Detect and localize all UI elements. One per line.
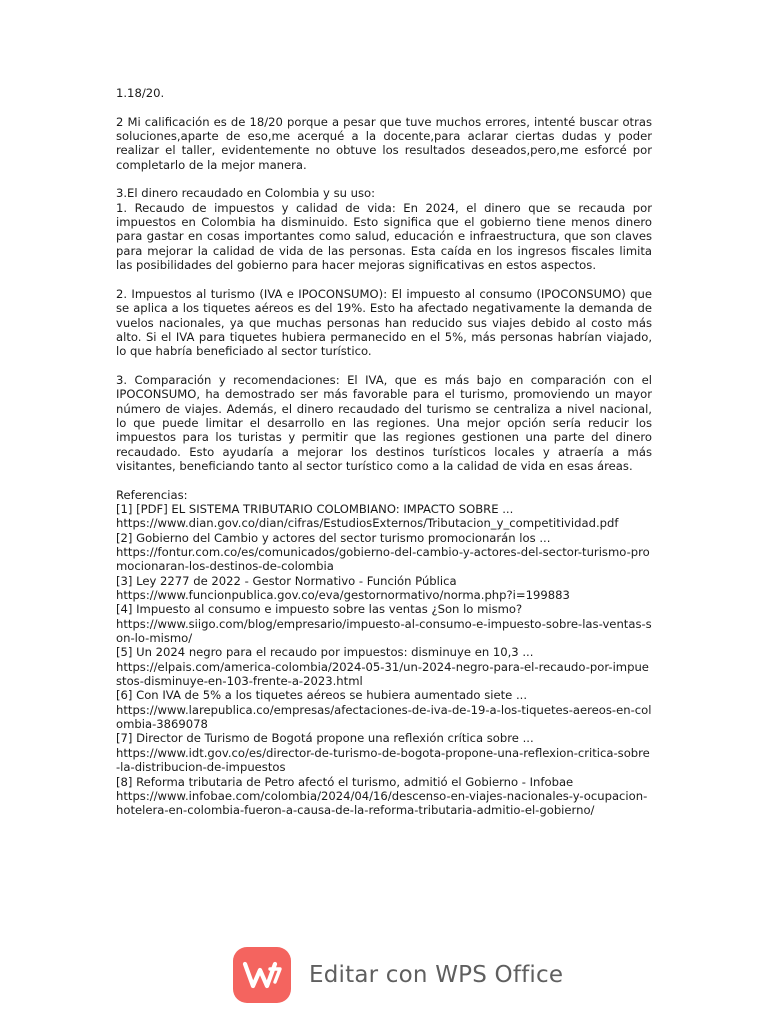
- reference-title: [1] [PDF] EL SISTEMA TRIBUTARIO COLOMBIANO: IMPACTO SOBRE ...: [116, 501, 514, 516]
- reference-item: [116, 602, 652, 645]
- item-1-text: 1.18/20.: [116, 86, 165, 100]
- references-heading: Referencias:: [116, 487, 188, 502]
- reference-url[interactable]: https://www.siigo.com/blog/empresario/impuesto-al-consumo-e-impuesto-sobre-las-ventas-son-lo-mismo/: [116, 616, 652, 646]
- reference-item: [116, 645, 652, 688]
- reference-url[interactable]: https://www.infobae.com/colombia/2024/04/16/descenso-en-viajes-nacionales-y-ocupacion-hotelera-en-colombia-fueron-a-causa-de-la-reforma-tributaria-admitio-el-gobierno/: [116, 788, 648, 818]
- item-3-point-1: 1. Recaudo de impuestos y calidad de vida: En 2024, el dinero que se recauda por impuestos en Colombia ha disminuido. Esto significa que el gobierno tiene menos dinero para gastar en cosas importantes como salud, educación e infraestructura, que son claves para mejorar la calidad de vida de las personas. Esta caída en los ingresos fiscales limita las posibilidades del gobierno para hacer mejoras significativas en estos aspectos.: [116, 200, 652, 273]
- edit-with-wps-label[interactable]: Editar con WPS Office: [309, 962, 564, 988]
- reference-item: [116, 531, 652, 574]
- reference-title: [7] Director de Turismo de Bogotá propone una reflexión crítica sobre ...: [116, 731, 534, 746]
- reference-item: [116, 502, 652, 531]
- reference-url[interactable]: https://www.idt.gov.co/es/director-de-turismo-de-bogota-propone-una-reflexion-critica-sobre-la-distribucion-de-impuestos: [116, 745, 650, 775]
- item-2-paragraph: 2 Mi calificación es de 18/20 porque a pesar que tuve muchos errores, intenté buscar otras soluciones,aparte de eso,me acerqué a la docente,para aclarar ciertas dudas y poder realizar el taller, evidentemente no obtuve los resultados deseados,pero,me esforcé por completarlo de la mejor manera.: [116, 114, 652, 172]
- reference-title: [2] Gobierno del Cambio y actores del sector turismo promocionarán los ...: [116, 530, 551, 545]
- reference-url[interactable]: https://www.dian.gov.co/dian/cifras/EstudiosExternos/Tributacion_y_competitividad.pdf: [116, 516, 619, 531]
- reference-title: [3] Ley 2277 de 2022 - Gestor Normativo - Función Pública: [116, 573, 457, 588]
- item-3-heading: 3.El dinero recaudado en Colombia y su uso:: [116, 186, 376, 201]
- edit-with-wps-banner[interactable]: [233, 947, 563, 1003]
- reference-item: [116, 574, 652, 603]
- reference-url[interactable]: https://elpais.com/america-colombia/2024-05-31/un-2024-negro-para-el-recaudo-por-impuestos-disminuye-en-103-frente-a-2023.html: [116, 659, 649, 689]
- item-3-point-3: 3. Comparación y recomendaciones: El IVA, que es más bajo en comparación con el IPOCONSUMO, ha demostrado ser más favorable para el turismo, promoviendo un mayor número de viajes. Además, el dinero recaudado del turismo se centraliza a nivel nacional, lo que puede limitar el desarrollo en las regiones. Una mejor opción sería reducir los impuestos para los turistas y permitir que las regiones gestionen una parte del dinero recaudado. Esto ayudaría a mejorar los destinos turísticos locales y atraería a más visitantes, beneficiando tanto al sector turístico como a la calidad de vida en esas áreas.: [116, 372, 652, 473]
- wps-w-glyph: [242, 960, 282, 990]
- reference-item: [116, 688, 652, 731]
- item-3-point-2: 2. Impuestos al turismo (IVA e IPOCONSUMO): El impuesto al consumo (IPOCONSUMO) que se aplica a los tiquetes aéreos es del 19%. Esto ha afectado negativamente la demanda de vuelos nacionales, ya que muchas personas han reducido sus viajes debido al costo más alto. Si el IVA para tiquetes hubiera permanecido en el 5%, más personas habrían viajado, lo que habría beneficiado al sector turístico.: [116, 286, 652, 359]
- reference-title: [4] Impuesto al consumo e impuesto sobre las ventas ¿Son lo mismo?: [116, 602, 523, 617]
- reference-item: [116, 775, 652, 818]
- reference-title: [8] Reforma tributaria de Petro afectó el turismo, admitió el Gobierno - Infobae: [116, 774, 574, 789]
- reference-url[interactable]: https://www.funcionpublica.gov.co/eva/gestornormativo/norma.php?i=199883: [116, 588, 570, 603]
- reference-url[interactable]: https://www.larepublica.co/empresas/afectaciones-de-iva-de-19-a-los-tiquetes-aereos-en-colombia-3869078: [116, 702, 652, 732]
- wps-office-logo-icon[interactable]: [233, 947, 291, 1003]
- reference-title: [5] Un 2024 negro para el recaudo por impuestos: disminuye en 10,3 ...: [116, 645, 534, 660]
- references-section: [116, 488, 652, 818]
- reference-title: [6] Con IVA de 5% a los tiquetes aéreos se hubiera aumentado siete ...: [116, 688, 528, 703]
- reference-item: [116, 731, 652, 774]
- reference-url[interactable]: https://fontur.com.co/es/comunicados/gobierno-del-cambio-y-actores-del-sector-turismo-promocionaran-los-destinos-de-colombia: [116, 545, 650, 574]
- document-page: [116, 86, 652, 818]
